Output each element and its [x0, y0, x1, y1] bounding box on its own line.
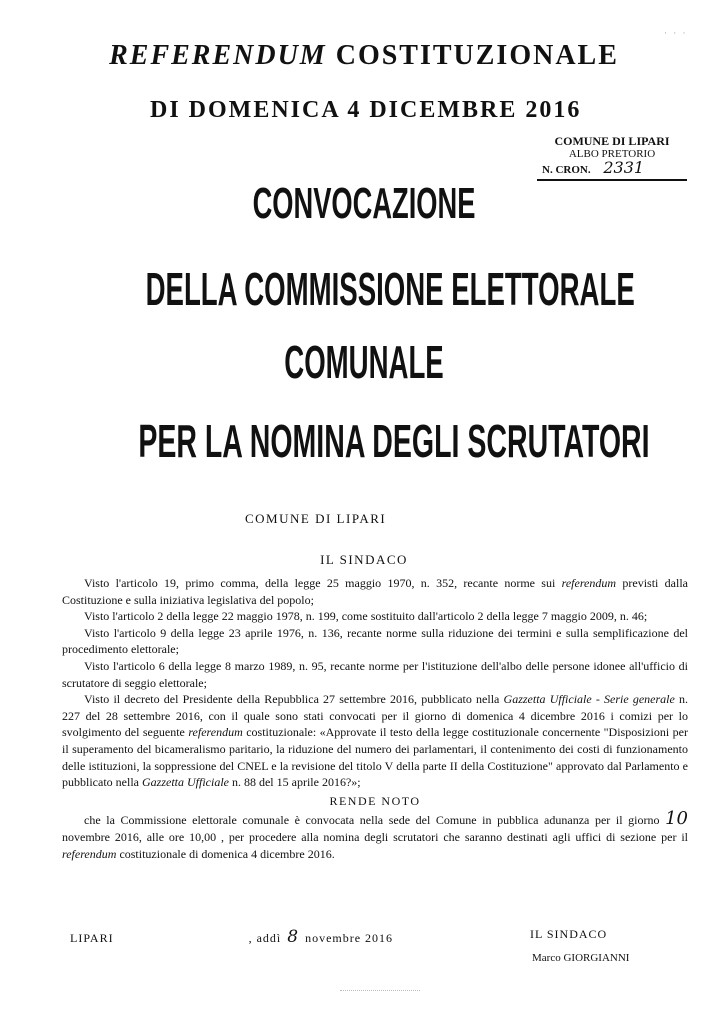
paragraph-5	[62, 691, 688, 791]
p5-italic-3: Gazzetta Ufficiale	[141, 775, 229, 790]
title-line-1: CONVOCAZIONE	[252, 179, 476, 228]
p6-handwritten-day: 10	[665, 808, 688, 830]
title-line-4: PER LA NOMINA DEGLI SCRUTATORI	[138, 415, 650, 467]
p5-text-c: costituzionale: «Approvate il testo della legge costituzionale concernente "Disposizioni per il superamento del bicameralismo paritario, la riduzione del numero dei parlamentari, il contenimento dei costi di funzionamento delle istituzioni, la soppressione del CNEL e la revisione del titolo V della parte II della Costituzione" approvato dal Parlamento e pubblicato nella	[62, 725, 688, 790]
stamp-comune: COMUNE DI LIPARI	[554, 134, 670, 148]
comune-label: COMUNE DI LIPARI	[245, 511, 387, 526]
header-line-1	[0, 40, 728, 72]
signature-title: IL SINDACO	[530, 927, 608, 941]
rende-noto-heading: RENDE NOTO	[329, 793, 421, 808]
scan-smudge	[340, 990, 420, 991]
signature-name: Marco GIORGIANNI	[532, 952, 630, 964]
stamp-cron-number: 2331	[603, 158, 645, 177]
p6-text-a: che la Commissione elettorale comunale è convocata nella sede del Comune in pubblica adunanza per il giorno	[84, 813, 666, 828]
paragraph-2: Visto l'articolo 2 della legge 22 maggio 1978, n. 199, come sostituito dall'articolo 2 della legge 7 maggio 2009, n. 46;	[84, 609, 648, 624]
corner-mark: · · ·	[664, 28, 688, 38]
stamp-cron-label: N. CRON.	[542, 164, 591, 176]
footer-month-year: novembre 2016	[305, 931, 394, 945]
header-referendum: REFERENDUM	[109, 40, 327, 71]
paragraph-1	[62, 575, 688, 608]
paragraph-6	[62, 808, 688, 862]
p5-italic-2: referendum	[188, 725, 243, 740]
footer-handwritten-day: 8	[287, 927, 300, 947]
p5-text-b: n. 227 del 28 settembre 2016, con il quale sono stati convocati per il giorno di domenica 4 dicembre 2016 i comizi per lo svolgimento del seguente	[62, 692, 689, 740]
header-line-2: DI DOMENICA 4 DICEMBRE 2016	[150, 97, 582, 123]
p1-text-b: previsti dalla Costituzione e sulla iniziativa legislativa del popolo;	[62, 576, 688, 607]
paragraph-4: Visto l'articolo 6 della legge 8 marzo 1989, n. 95, recante norme per l'istituzione dell'albo delle persone idonee all'ufficio di scrutatore di seggio elettorale;	[62, 658, 688, 690]
p5-italic-1: Gazzetta Ufficiale - Serie generale	[503, 692, 675, 707]
p5-text-a: Visto il decreto del Presidente della Repubblica 27 settembre 2016, pubblicato nella	[84, 692, 504, 707]
title-line-2: DELLA COMMISSIONE ELETTORALE	[145, 263, 635, 315]
albo-pretorio-stamp	[532, 135, 692, 181]
decree-body	[62, 575, 688, 862]
header-costituzionale: COSTITUZIONALE	[335, 40, 619, 71]
p6-hour: 10,00	[189, 829, 217, 844]
stamp-albo: ALBO PRETORIO	[568, 148, 656, 160]
footer-place: LIPARI	[70, 931, 114, 945]
stamp-cron	[532, 158, 692, 177]
p1-italic: referendum	[561, 576, 617, 590]
p1-text-a: Visto l'articolo 19, primo comma, della legge 25 maggio 1970, n. 352, recante norme sui	[84, 576, 562, 590]
footer-date-line	[70, 927, 393, 947]
p6-italic: referendum	[62, 846, 117, 861]
footer-addi: , addì	[248, 931, 282, 945]
p6-text-b: novembre 2016, alle ore	[62, 829, 190, 844]
paragraph-3: Visto l'articolo 9 della legge 23 aprile 1976, n. 136, recante norme sulla riduzione dei termini e sulla semplificazione del procedimento elettorale;	[62, 625, 688, 657]
il-sindaco-heading: IL SINDACO	[320, 552, 408, 567]
title-line-3: COMUNALE	[284, 336, 444, 388]
p6-text-d: costituzionale di domenica 4 dicembre 2016.	[116, 846, 335, 861]
p5-text-d: n. 88 del 15 aprile 2016?»;	[228, 775, 361, 790]
p6-text-c: , per procedere alla nomina degli scrutatori che saranno destinati agli uffici di sezione per il	[216, 829, 688, 844]
